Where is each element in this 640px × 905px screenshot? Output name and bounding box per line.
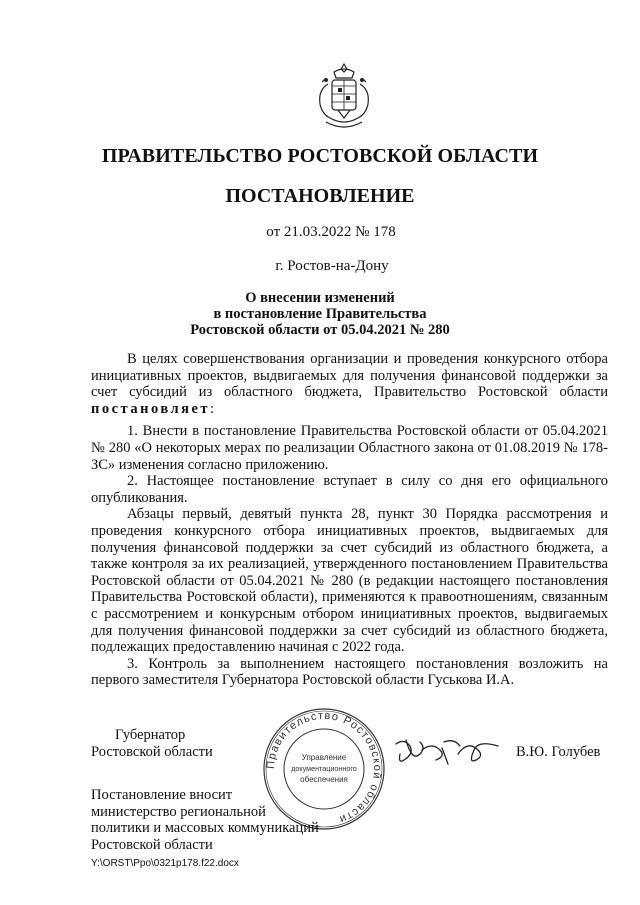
subject-line: в постановление Правительства	[213, 306, 427, 322]
preamble-paragraph	[91, 351, 608, 417]
organization-title: ПРАВИТЕЛЬСТВО РОСТОВСКОЙ ОБЛАСТИ	[101, 145, 539, 167]
note-line: Ростовской области	[91, 836, 213, 853]
preamble-text: В целях совершенствования организации и проведения конкурсного отбора инициативных проектов, выдвигаемых для получения финансовой поддержки за счет субсидий из областного бюджета, Правительство Ростовской области	[91, 351, 608, 401]
stamp-inner-line: Управление	[301, 753, 347, 762]
document-body	[91, 351, 608, 689]
item-1: 1. Внести в постановление Правительства Ростовской области от 05.04.2021 № 280 «О некоторых мерах по реализации Областного закона от 01.08.2019 № 178-ЗС» изменения согласно приложению.	[91, 423, 608, 473]
stamp-inner-line: обеспечения	[300, 775, 348, 784]
resolves-colon: :	[210, 400, 215, 417]
item-3: 3. Контроль за выполнением настоящего постановления возложить на первого заместителя Губернатора Ростовской области Гуськова И.А.	[91, 655, 608, 689]
item-2: 2. Настоящее постановление вступает в силу со дня его официального опубликования.	[91, 473, 608, 506]
coat-of-arms-icon	[308, 60, 380, 132]
stamp-inner-line: документационного	[291, 764, 357, 773]
signatory-title-line: Ростовской области	[91, 744, 213, 760]
item-2-detail: Абзацы первый, девятый пункта 28, пункт 30 Порядка рассмотрения и проведения конкурсного отбора инициативных проектов, выдвигаемых для получения финансовой поддержки за счет субсидий из областного бюджета, а также контроля за их реализацией, утвержденного постановлением Правительства Ростовской области от 05.04.2021 № 280 (в редакции настоящего постановления Правительства Ростовской области), применяются к правоотношениям, связанным с рассмотрением и конкурсным отбором инициативных проектов, выдвигаемых для получения финансовой поддержки за счет субсидий из областного бюджета, подлежащих предоставлению начиная с 2022 года.	[91, 506, 608, 656]
resolves-word: постановляет	[91, 400, 211, 417]
stamp-ring-text: Правительство Ростовской области	[264, 709, 384, 826]
signatory-title	[91, 727, 213, 761]
city: г. Ростов-на-Дону	[275, 258, 389, 274]
note-line: министерство региональной	[91, 803, 266, 820]
file-path-footer: Y:\ORST\Ppo\0321p178.f22.docx	[91, 858, 239, 869]
document-type: ПОСТАНОВЛЕНИЕ	[225, 185, 415, 207]
date-number: от 21.03.2022 № 178	[266, 224, 396, 240]
submitted-by-note	[91, 787, 319, 853]
signatory-title-line: Губернатор	[115, 727, 186, 743]
note-line: политики и массовых коммуникаций	[91, 820, 319, 836]
subject-line: О внесении изменений	[245, 290, 395, 306]
subject-line: Ростовской области от 05.04.2021 № 280	[190, 322, 450, 338]
subject-heading	[0, 290, 640, 338]
handwritten-signature	[392, 732, 512, 772]
signer-name: В.Ю. Голубев	[516, 744, 601, 760]
note-line: Постановление вносит	[91, 787, 233, 803]
